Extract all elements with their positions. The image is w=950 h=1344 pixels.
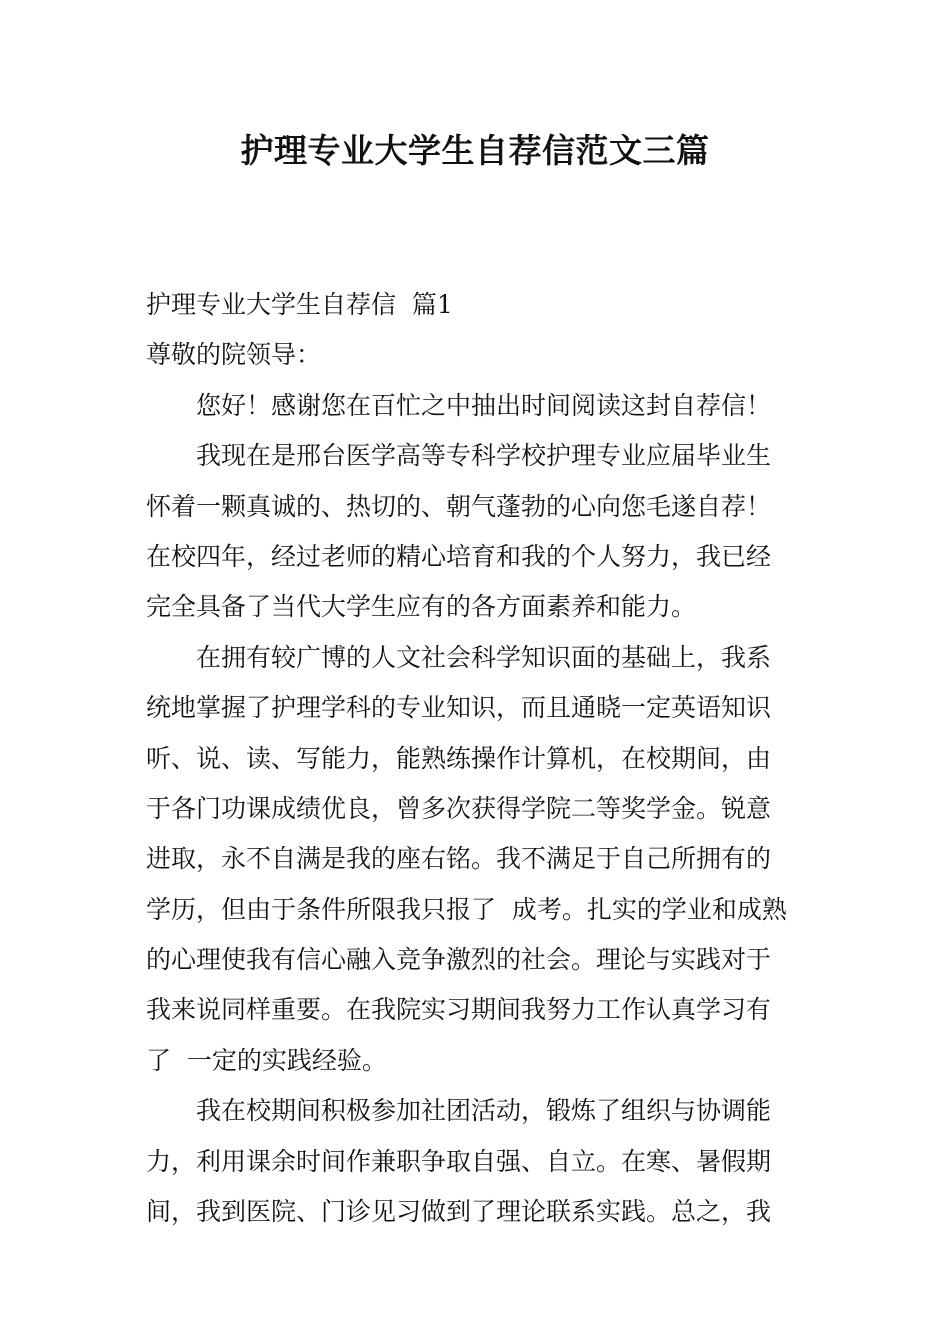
section-heading: 护理专业大学生自荐信 篇1 bbox=[146, 290, 453, 319]
body-line: 我来说同样重要。在我院实习期间我努力工作认真学习有 bbox=[146, 995, 772, 1025]
body-line: 学历，但由于条件所限我只报了 成考。扎实的学业和成熟 bbox=[146, 894, 787, 924]
document-body bbox=[146, 280, 806, 1237]
body-line: 进取，永不自满是我的座右铭。我不满足于自己所拥有的 bbox=[146, 844, 772, 874]
body-line: 在拥有较广博的人文社会科学知识面的基础上，我系 bbox=[196, 642, 772, 672]
body-line: 完全具备了当代大学生应有的各方面素养和能力。 bbox=[146, 592, 697, 622]
body-line: 听、说、读、写能力，能熟练操作计算机，在校期间，由 bbox=[146, 743, 772, 773]
salutation: 尊敬的院领导： bbox=[146, 340, 322, 370]
body-line: 了 一定的实践经验。 bbox=[146, 1045, 387, 1075]
document-title: 护理专业大学生自荐信范文三篇 bbox=[240, 131, 710, 170]
body-line: 统地掌握了护理学科的专业知识，而且通晓一定英语知识 bbox=[146, 693, 772, 723]
body-line: 我现在是邢台医学高等专科学校护理专业应届毕业生 bbox=[196, 441, 772, 471]
body-line: 的心理使我有信心融入竞争激烈的社会。理论与实践对于 bbox=[146, 945, 772, 975]
body-line: 怀着一颗真诚的、热切的、朝气蓬勃的心向您毛遂自荐！ bbox=[146, 491, 772, 521]
body-line: 在校四年，经过老师的精心培育和我的个人努力，我已经 bbox=[146, 541, 772, 571]
body-line: 间，我到医院、门诊见习做到了理论联系实践。总之，我 bbox=[146, 1197, 772, 1227]
body-line: 于各门功课成绩优良，曾多次获得学院二等奖学金。锐意 bbox=[146, 793, 772, 823]
body-line: 您好！感谢您在百忙之中抽出时间阅读这封自荐信！ bbox=[196, 390, 772, 420]
body-line: 力，利用课余时间作兼职争取自强、自立。在寒、暑假期 bbox=[146, 1146, 772, 1176]
body-line: 我在校期间积极参加社团活动，锻炼了组织与协调能 bbox=[196, 1096, 772, 1126]
